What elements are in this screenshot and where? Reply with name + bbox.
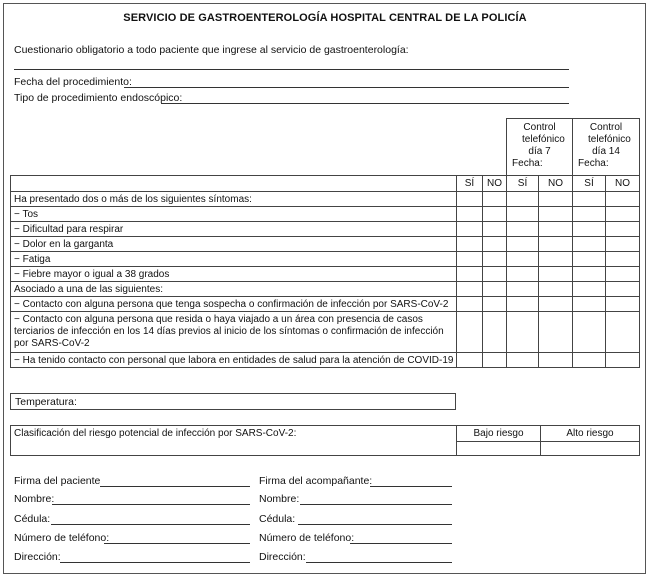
si7-cell[interactable] bbox=[507, 252, 539, 267]
no14-cell[interactable] bbox=[606, 282, 640, 297]
left-label-4: Dirección: bbox=[14, 551, 61, 563]
no14-cell[interactable] bbox=[606, 222, 640, 237]
clasificacion-label: Clasificación del riesgo potencial de infección por SARS-CoV-2: bbox=[11, 426, 457, 456]
no14-cell[interactable] bbox=[606, 353, 640, 368]
symptom-label: − Contacto con alguna persona que tenga sospecha o confirmación de infección por SARS-CoV-2 bbox=[11, 297, 457, 312]
bajo-riesgo-cell[interactable] bbox=[457, 442, 541, 456]
no7-cell[interactable] bbox=[539, 237, 573, 252]
si-header-14: SÍ bbox=[573, 176, 606, 192]
no7-cell[interactable] bbox=[539, 353, 573, 368]
table-row bbox=[11, 353, 640, 368]
table-row bbox=[11, 267, 640, 282]
symptom-label: − Dolor en la garganta bbox=[11, 237, 457, 252]
si14-cell[interactable] bbox=[573, 353, 606, 368]
no7-cell[interactable] bbox=[539, 282, 573, 297]
alto-riesgo-header: Alto riesgo bbox=[541, 426, 640, 442]
no-cell[interactable] bbox=[483, 312, 507, 353]
classification-table bbox=[10, 425, 640, 456]
si7-cell[interactable] bbox=[507, 237, 539, 252]
temperatura-label: Temperatura: bbox=[15, 396, 77, 408]
alto-riesgo-cell[interactable] bbox=[541, 442, 640, 456]
si-cell[interactable] bbox=[457, 222, 483, 237]
right-field-2[interactable] bbox=[298, 524, 452, 525]
symptom-label: Asociado a una de las siguientes: bbox=[11, 282, 457, 297]
no14-cell[interactable] bbox=[606, 252, 640, 267]
si-cell[interactable] bbox=[457, 252, 483, 267]
si-cell[interactable] bbox=[457, 192, 483, 207]
si7-cell[interactable] bbox=[507, 222, 539, 237]
right-field-1[interactable] bbox=[300, 504, 452, 505]
symptom-label: − Contacto con alguna persona que resida o haya viajado a un área con presencia de casos terciarios de infección en los 14 días previos al inicio de los síntomas o confirmación de infección por SARS-CoV-2 bbox=[11, 312, 457, 353]
si-cell[interactable] bbox=[457, 312, 483, 353]
table-row bbox=[11, 222, 640, 237]
no7-cell[interactable] bbox=[539, 207, 573, 222]
si-header: SÍ bbox=[457, 176, 483, 192]
no-cell[interactable] bbox=[483, 222, 507, 237]
no-cell[interactable] bbox=[483, 353, 507, 368]
table-row bbox=[11, 207, 640, 222]
table-row bbox=[11, 237, 640, 252]
si14-cell[interactable] bbox=[573, 237, 606, 252]
right-field-3[interactable] bbox=[350, 543, 452, 544]
si-cell[interactable] bbox=[457, 207, 483, 222]
page-title: SERVICIO DE GASTROENTEROLOGÍA HOSPITAL CENTRAL DE LA POLICÍA bbox=[123, 12, 527, 24]
left-label-2: Cédula: bbox=[14, 513, 51, 525]
si-header-7: SÍ bbox=[507, 176, 539, 192]
table-row bbox=[11, 297, 640, 312]
no-header-14: NO bbox=[606, 176, 640, 192]
right-label-3: Número de teléfono: bbox=[259, 532, 355, 544]
symptom-label: Ha presentado dos o más de los siguientes síntomas: bbox=[11, 192, 457, 207]
no-header: NO bbox=[483, 176, 507, 192]
no14-cell[interactable] bbox=[606, 312, 640, 353]
symptom-label: − Ha tenido contacto con personal que labora en entidades de salud para la atención de COVID-19 bbox=[11, 353, 457, 368]
no7-cell[interactable] bbox=[539, 267, 573, 282]
no14-cell[interactable] bbox=[606, 297, 640, 312]
right-label-1: Nombre: bbox=[259, 493, 300, 505]
symptom-label: − Fatiga bbox=[11, 252, 457, 267]
si14-cell[interactable] bbox=[573, 192, 606, 207]
si14-cell[interactable] bbox=[573, 222, 606, 237]
symptom-label: − Dificultad para respirar bbox=[11, 222, 457, 237]
si14-cell[interactable] bbox=[573, 282, 606, 297]
right-label-2: Cédula: bbox=[259, 513, 296, 525]
si-cell[interactable] bbox=[457, 353, 483, 368]
si14-cell[interactable] bbox=[573, 312, 606, 353]
no-cell[interactable] bbox=[483, 207, 507, 222]
si7-cell[interactable] bbox=[507, 312, 539, 353]
no-cell[interactable] bbox=[483, 297, 507, 312]
no7-cell[interactable] bbox=[539, 312, 573, 353]
si7-cell[interactable] bbox=[507, 353, 539, 368]
si14-cell[interactable] bbox=[573, 252, 606, 267]
temperatura-box[interactable] bbox=[10, 393, 456, 410]
left-label-3: Número de teléfono: bbox=[14, 532, 110, 544]
left-label-0: Firma del paciente bbox=[14, 475, 101, 487]
si-cell[interactable] bbox=[457, 237, 483, 252]
symptom-label: − Tos bbox=[11, 207, 457, 222]
no14-cell[interactable] bbox=[606, 237, 640, 252]
control7-header: Control telefónico día 7 Fecha: bbox=[507, 119, 573, 176]
right-field-0[interactable] bbox=[370, 486, 452, 487]
left-label-1: Nombre: bbox=[14, 493, 55, 505]
control14-header: Control telefónico día 14 Fecha: bbox=[573, 119, 640, 176]
si7-cell[interactable] bbox=[507, 267, 539, 282]
si7-cell[interactable] bbox=[507, 192, 539, 207]
fecha-field[interactable] bbox=[124, 87, 569, 88]
si14-cell[interactable] bbox=[573, 207, 606, 222]
si7-cell[interactable] bbox=[507, 282, 539, 297]
no-cell[interactable] bbox=[483, 267, 507, 282]
intro-answer-line[interactable] bbox=[14, 69, 569, 70]
no14-cell[interactable] bbox=[606, 207, 640, 222]
no7-cell[interactable] bbox=[539, 192, 573, 207]
no7-cell[interactable] bbox=[539, 297, 573, 312]
bajo-riesgo-header: Bajo riesgo bbox=[457, 426, 541, 442]
no14-cell[interactable] bbox=[606, 267, 640, 282]
fecha14-label: Fecha: bbox=[578, 158, 609, 169]
no7-cell[interactable] bbox=[539, 222, 573, 237]
right-field-4[interactable] bbox=[306, 562, 452, 563]
fecha-label: Fecha del procedimiento: bbox=[14, 76, 132, 88]
left-field-3[interactable] bbox=[104, 543, 250, 544]
tipo-field[interactable] bbox=[161, 103, 569, 104]
no7-cell[interactable] bbox=[539, 252, 573, 267]
no-header-7: NO bbox=[539, 176, 573, 192]
si14-cell[interactable] bbox=[573, 267, 606, 282]
no14-cell[interactable] bbox=[606, 192, 640, 207]
table-row bbox=[11, 312, 640, 353]
symptom-label: − Fiebre mayor o igual a 38 grados bbox=[11, 267, 457, 282]
si7-cell[interactable] bbox=[507, 207, 539, 222]
fecha7-label: Fecha: bbox=[512, 158, 543, 169]
si-cell[interactable] bbox=[457, 297, 483, 312]
table-row bbox=[11, 192, 640, 207]
symptom-table bbox=[10, 118, 640, 368]
no-cell[interactable] bbox=[483, 192, 507, 207]
left-field-4[interactable] bbox=[60, 562, 250, 563]
table-row bbox=[11, 282, 640, 297]
si-cell[interactable] bbox=[457, 267, 483, 282]
tipo-label: Tipo de procedimiento endoscópico: bbox=[14, 92, 183, 104]
no-cell[interactable] bbox=[483, 237, 507, 252]
si14-cell[interactable] bbox=[573, 297, 606, 312]
si7-cell[interactable] bbox=[507, 297, 539, 312]
intro-text: Cuestionario obligatorio a todo paciente que ingrese al servicio de gastroenterología: bbox=[14, 44, 409, 56]
no-cell[interactable] bbox=[483, 252, 507, 267]
right-label-4: Dirección: bbox=[259, 551, 306, 563]
left-field-1[interactable] bbox=[52, 504, 250, 505]
right-label-0: Firma del acompañante: bbox=[259, 475, 373, 487]
left-field-0[interactable] bbox=[100, 486, 250, 487]
table-row bbox=[11, 252, 640, 267]
left-field-2[interactable] bbox=[51, 524, 250, 525]
si-cell[interactable] bbox=[457, 282, 483, 297]
no-cell[interactable] bbox=[483, 282, 507, 297]
